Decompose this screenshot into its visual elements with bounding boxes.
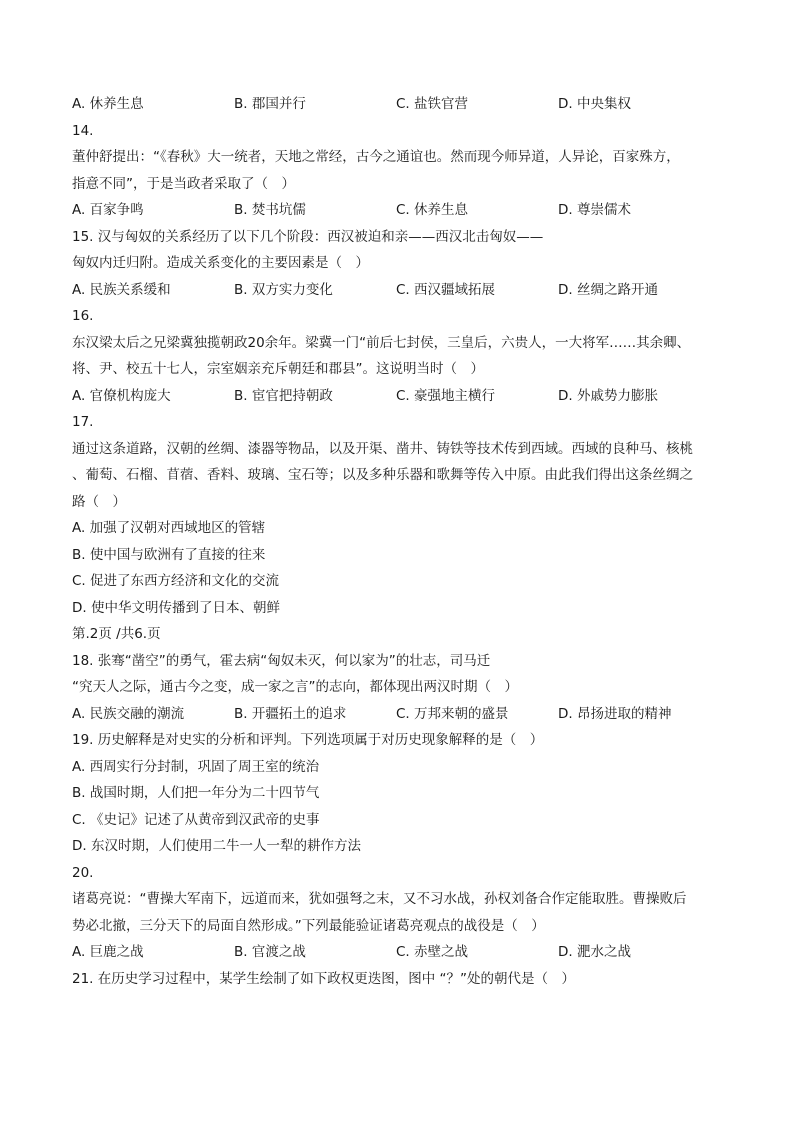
- option-a: A. 民族交融的潮流: [72, 705, 185, 722]
- page-marker: 第.2页 /共6.页: [72, 626, 161, 642]
- q19-option-c: C. 《史记》记述了从黄帝到汉武帝的史事: [72, 811, 320, 828]
- option-b: B. 焚书坑儒: [234, 202, 306, 218]
- option-b: B. 宦官把持朝政: [234, 387, 333, 404]
- option-b: B. 官渡之战: [234, 944, 306, 960]
- q16-number: 16.: [72, 308, 94, 324]
- option-a: A. 休养生息: [72, 96, 144, 112]
- q17-option-b: B. 使中国与欧洲有了直接的往来: [72, 546, 266, 563]
- option-c: C. 西汉疆域拓展: [396, 281, 496, 298]
- option-a: A. 民族关系缓和: [72, 281, 171, 298]
- option-a: A. 官僚机构庞大: [72, 387, 171, 404]
- q20-number: 20.: [72, 864, 94, 881]
- q14-stem-line: 董仲舒提出：“《春秋》大一统者，天地之常经，古今之通谊也。然而现今师异道，人异论，百家殊方，: [72, 149, 680, 165]
- option-c: C. 休养生息: [396, 202, 469, 218]
- q20-stem-line: 势必北撤，三分天下的局面自然形成。”下列最能验证诸葛亮观点的战役是（ ）: [72, 917, 545, 934]
- q20-stem-line: 诸葛亮说：“曹操大军南下，远道而来，犹如强弩之末，又不习水战，孙权刘备合作定能取胜。曹操败后: [72, 891, 687, 907]
- q17-option-c: C. 促进了东西方经济和文化的交流: [72, 573, 280, 589]
- option-a: A. 巨鹿之战: [72, 944, 144, 960]
- option-b: B. 开疆拓土的追求: [234, 705, 347, 722]
- option-c: C. 盐铁官营: [396, 96, 469, 112]
- q14-stem-line: 指意不同”，于是当政者采取了（ ）: [72, 175, 295, 192]
- q19-stem-line: 19. 历史解释是对史实的分析和评判。下列选项属于对历史现象解释的是（ ）: [72, 732, 544, 748]
- q17-stem-line: 通过这条道路，汉朝的丝绸、漆器等物品，以及开渠、凿井、铸铁等技术传到西域。西域的良种马、核桃: [72, 440, 693, 457]
- q18-stem-line: “究天人之际，通古今之变，成一家之言”的志向，都体现出两汉时期（ ）: [72, 679, 518, 695]
- q19-option-a: A. 西周实行分封制，巩固了周王室的统治: [72, 758, 320, 775]
- q18-stem-line: 18. 张骞“凿空”的勇气，霍去病“匈奴未灭，何以家为”的壮志，司马迁: [72, 652, 491, 669]
- option-d: D. 外戚势力膨胀: [558, 387, 658, 404]
- q17-stem-line: 路（ ）: [72, 493, 126, 510]
- q13-options: [72, 91, 722, 118]
- q18-options: [72, 701, 722, 728]
- option-b: B. 郡国并行: [234, 96, 306, 112]
- q17-stem-line: 、葡萄、石榴、苜蓿、香料、玻璃、宝石等；以及多种乐器和歌舞等传入中原。由此我们得出这条丝绸之: [72, 467, 693, 483]
- option-d: D. 昂扬进取的精神: [558, 705, 672, 722]
- q20-options: [72, 939, 722, 966]
- q14-options: [72, 197, 722, 224]
- q16-stem-line: 东汉梁太后之兄梁冀独揽朝政20余年。梁冀一门“前后七封侯，三皇后，六贵人，一大将军……其余卿、: [72, 334, 691, 351]
- q15-stem-line: 匈奴内迁归附。造成关系变化的主要因素是（ ）: [72, 255, 369, 271]
- exam-page: [72, 91, 722, 992]
- q17-option-d: D. 使中华文明传播到了日本、朝鲜: [72, 599, 280, 616]
- option-c: C. 赤壁之战: [396, 944, 469, 960]
- q21-stem-line: 21. 在历史学习过程中，某学生绘制了如下政权更迭图，图中 “？”处的朝代是（ ）: [72, 970, 576, 987]
- q17-number: 17.: [72, 414, 94, 430]
- q14-number: 14.: [72, 122, 94, 139]
- q19-option-b: B. 战国时期，人们把一年分为二十四节气: [72, 785, 320, 801]
- option-d: D. 丝绸之路开通: [558, 281, 658, 298]
- q15-stem-line: 15. 汉与匈奴的关系经历了以下几个阶段：西汉被迫和亲——西汉北击匈奴——: [72, 228, 544, 245]
- option-c: C. 万邦来朝的盛景: [396, 705, 509, 722]
- option-d: D. 淝水之战: [558, 944, 631, 960]
- option-c: C. 豪强地主横行: [396, 387, 496, 404]
- option-b: B. 双方实力变化: [234, 281, 333, 298]
- q16-stem-line: 将、尹、校五十七人，宗室姻亲充斥朝廷和郡县”。这说明当时（ ）: [72, 361, 484, 377]
- option-d: D. 中央集权: [558, 96, 631, 112]
- q19-option-d: D. 东汉时期，人们使用二牛一人一犁的耕作方法: [72, 838, 361, 854]
- q17-option-a: A. 加强了汉朝对西域地区的管辖: [72, 520, 266, 536]
- option-d: D. 尊崇儒术: [558, 202, 631, 218]
- q15-options: [72, 277, 722, 304]
- q16-options: [72, 383, 722, 410]
- option-a: A. 百家争鸣: [72, 202, 144, 218]
